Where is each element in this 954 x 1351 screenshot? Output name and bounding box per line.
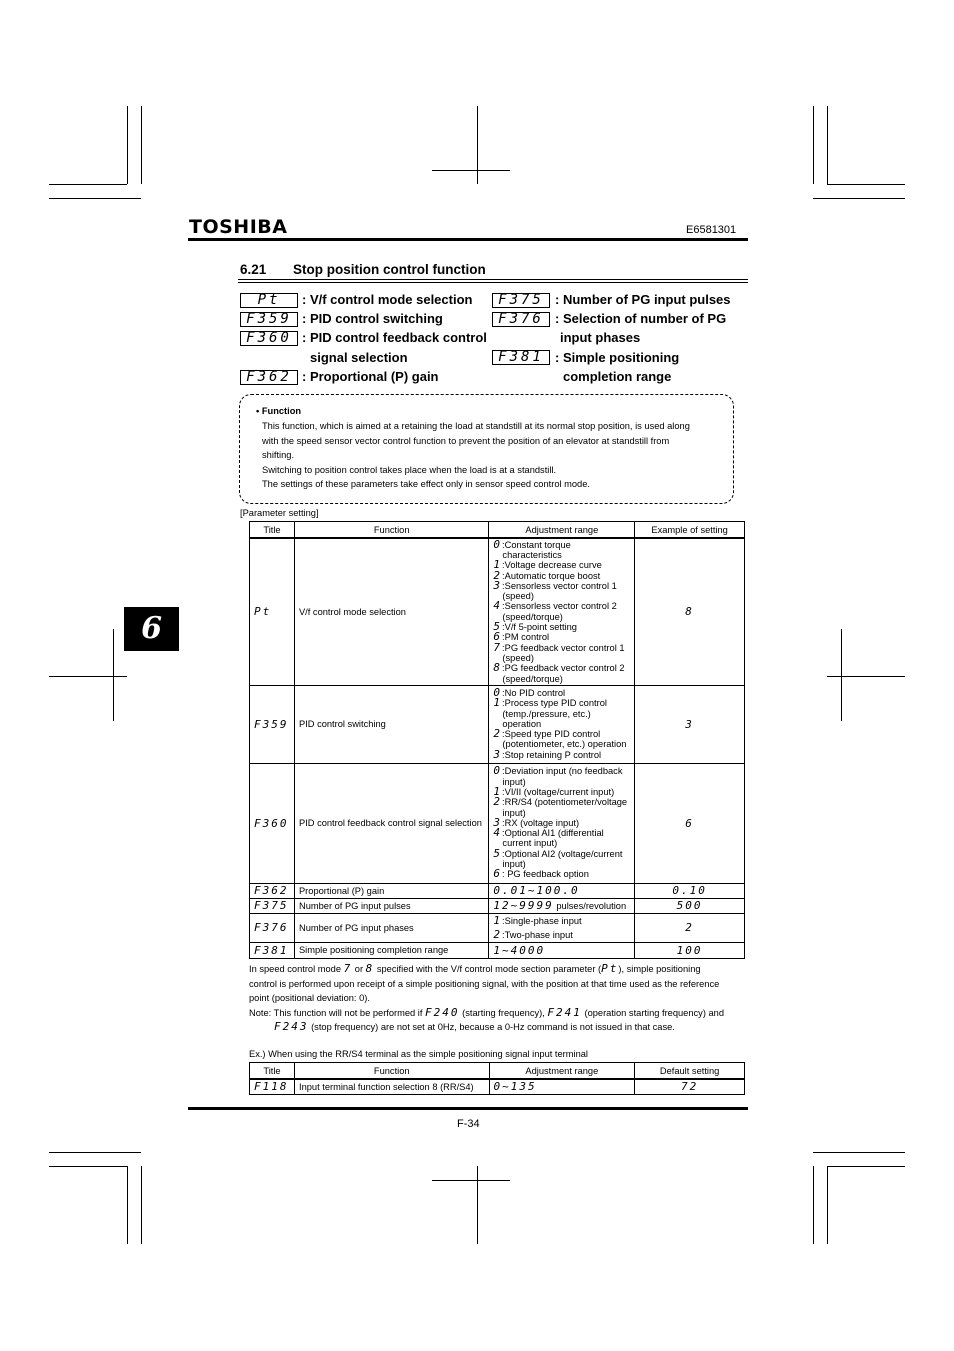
option-text: :No PID control <box>502 687 566 698</box>
option-text: :RR/S4 (potentiometer/voltage <box>502 797 628 808</box>
option-text: :Automatic torque boost <box>502 570 601 581</box>
option-text: (speed) <box>502 652 534 663</box>
cell-range <box>489 763 635 883</box>
param-code: F375 <box>492 293 550 308</box>
section-title: Stop position control function <box>293 262 486 277</box>
cell-title: Pt <box>250 538 295 685</box>
header-rule <box>188 238 748 241</box>
range-option <box>493 719 630 729</box>
param-label: signal selection <box>310 350 408 365</box>
range-option <box>493 859 630 869</box>
param-label: : Number of PG input pulses <box>555 292 731 307</box>
option-code: 2 <box>493 927 503 941</box>
option-text: (potentiometer, etc.) operation <box>502 739 627 750</box>
cell-range <box>489 942 635 958</box>
cell-example: 500 <box>635 898 745 913</box>
example-table <box>249 1062 745 1095</box>
range-option <box>493 698 630 708</box>
option-code: 7 <box>493 640 503 654</box>
cell-example: 6 <box>635 763 745 883</box>
example-caption: Ex.) When using the RR/S4 terminal as the simple positioning signal input terminal <box>249 1049 588 1059</box>
param-label: : PID control switching <box>302 311 443 326</box>
range-option <box>493 568 630 582</box>
param-code: F381 <box>492 350 550 365</box>
option-text: :Deviation input (no feedback <box>502 766 623 777</box>
option-code: 6 <box>493 867 503 881</box>
option-text: operation <box>502 718 542 729</box>
cell-function: Number of PG input phases <box>294 913 488 942</box>
option-text: :Sensorless vector control 2 <box>502 601 617 612</box>
range-option <box>493 578 630 592</box>
param-code: F359 <box>240 312 298 327</box>
param-label: : V/f control mode selection <box>302 292 473 307</box>
note-line: Note: This function will not be performed if F240 (starting frequency), F241 (operation starting frequency) and <box>249 1005 725 1019</box>
range-option <box>493 747 630 761</box>
range-option <box>493 838 630 848</box>
option-text: :Optional AI1 (differential <box>502 828 604 839</box>
function-text: Switching to position control takes place when the load is at a standstill. <box>262 464 557 475</box>
option-code: 1 <box>493 784 503 798</box>
option-text: :Speed type PID control <box>502 729 601 740</box>
option-text: :PG feedback vector control 1 <box>502 642 625 653</box>
table-row <box>250 913 745 942</box>
range-option <box>493 550 630 560</box>
cell-title: F381 <box>250 942 295 958</box>
option-text: :Two-phase input <box>502 929 573 940</box>
cell-title: F362 <box>250 883 295 898</box>
table-row <box>250 1079 745 1094</box>
chapter-number: 6 <box>141 611 162 646</box>
option-code: 1 <box>493 558 503 572</box>
option-code: 3 <box>493 578 503 592</box>
option-code: 5 <box>493 620 503 634</box>
option-text: :RX (voltage input) <box>502 817 580 828</box>
option-text: input) <box>502 859 526 870</box>
param-code: F376 <box>492 312 550 327</box>
page-number: F-34 <box>457 1118 480 1130</box>
cell-title: F376 <box>250 913 295 942</box>
range-option <box>493 663 630 673</box>
table-row <box>250 898 745 913</box>
option-text: :PG feedback vector control 2 <box>502 663 625 674</box>
section-number: 6.21 <box>240 262 267 277</box>
function-text: shifting. <box>262 450 295 460</box>
cell-function: V/f control mode selection <box>294 538 488 685</box>
cell-range <box>489 913 635 942</box>
param-code: F362 <box>240 370 298 385</box>
option-text: :Single-phase input <box>502 915 582 926</box>
option-text: :Stop retaining P control <box>502 749 602 760</box>
param-label: : Selection of number of PG <box>555 311 727 326</box>
note-line: In speed control mode 7 or 8 specified with the V/f control mode section parameter (Pt), simple positioning <box>249 962 701 975</box>
cell-title: F375 <box>250 898 295 913</box>
parameter-setting-label: [Parameter setting] <box>240 508 319 518</box>
option-text: input) <box>502 807 526 818</box>
cell-range <box>489 538 635 685</box>
option-text: :PM control <box>502 632 550 643</box>
option-text: (speed/torque) <box>502 611 563 622</box>
header-example: Example of setting <box>635 522 745 539</box>
header-range: Adjustment range <box>489 522 635 539</box>
note-line: control is performed upon receipt of a simple positioning signal, with the position at that time used as the reference <box>249 978 720 989</box>
document-code: E6581301 <box>686 224 737 236</box>
cell-default: 72 <box>635 1079 745 1094</box>
function-heading: • Function <box>256 406 302 416</box>
param-label: completion range <box>563 369 672 384</box>
range-option <box>493 784 630 798</box>
param-label: : Simple positioning <box>555 350 680 365</box>
cell-range <box>489 898 635 913</box>
section-rule <box>238 279 748 280</box>
range-option <box>493 601 630 611</box>
option-code: 2 <box>493 727 503 741</box>
option-text: (speed) <box>502 591 534 602</box>
option-code: 0 <box>493 764 503 778</box>
param-code: F360 <box>240 331 298 346</box>
range-option <box>493 808 630 818</box>
param-label: : PID control feedback control <box>302 330 487 345</box>
option-code: 0 <box>493 537 503 551</box>
cell-example: 3 <box>635 685 745 763</box>
option-text: :Voltage decrease curve <box>502 560 602 571</box>
option-text: :VI/II (voltage/current input) <box>502 786 615 797</box>
range-option <box>493 729 630 739</box>
cell-range <box>489 883 635 898</box>
range-option <box>493 739 630 749</box>
option-code: 1 <box>493 696 503 710</box>
option-text: :Process type PID control <box>502 698 607 709</box>
range-option <box>493 928 630 942</box>
range-option <box>493 846 630 860</box>
cell-function: Input terminal function selection 8 (RR/S4) <box>294 1079 489 1094</box>
cell-function: PID control switching <box>294 685 488 763</box>
range-option <box>493 869 630 879</box>
notes <box>249 962 749 1035</box>
range-option <box>493 815 630 829</box>
option-text: :V/f 5-point setting <box>502 622 577 633</box>
option-code: 8 <box>493 661 503 675</box>
header-range: Adjustment range <box>489 1063 635 1080</box>
option-code: 6 <box>493 630 503 644</box>
option-text: :Optional AI2 (voltage/current <box>502 848 623 859</box>
cell-title: F360 <box>250 763 295 883</box>
chapter-tab <box>124 607 179 651</box>
cell-range: 0~135 <box>489 1079 635 1094</box>
function-text: The settings of these parameters take effect only in sensor speed control mode. <box>262 479 590 489</box>
range-option <box>493 674 630 684</box>
cell-title: F118 <box>250 1079 295 1094</box>
parameter-table <box>249 521 745 959</box>
option-text: (temp./pressure, etc.) <box>502 708 591 719</box>
option-text: : PG feedback option <box>502 869 589 880</box>
cell-example: 100 <box>635 942 745 958</box>
cell-function: Proportional (P) gain <box>294 883 488 898</box>
option-code: 4 <box>493 599 503 613</box>
cell-function: Number of PG input pulses <box>294 898 488 913</box>
range-option <box>493 612 630 622</box>
range-option <box>493 560 630 570</box>
range-option <box>493 828 630 838</box>
option-text: :Constant torque <box>502 539 571 550</box>
table-row <box>250 685 745 763</box>
range-option <box>493 537 630 551</box>
option-code: 2 <box>493 795 503 809</box>
range-option <box>493 591 630 601</box>
option-text: characteristics <box>502 549 562 560</box>
param-code: Pt <box>240 293 298 308</box>
range-option <box>493 685 630 699</box>
table-row <box>250 883 745 898</box>
option-text: (speed/torque) <box>502 673 563 684</box>
option-code: 3 <box>493 747 503 761</box>
range-option <box>493 777 630 787</box>
table-row <box>250 942 745 958</box>
range-option <box>493 709 630 719</box>
cell-example: 0.10 <box>635 883 745 898</box>
range-unit: pulses/revolution <box>553 901 627 911</box>
range-option <box>493 622 630 632</box>
function-box <box>239 394 734 504</box>
header-title: Title <box>250 1063 295 1080</box>
param-label: : Proportional (P) gain <box>302 369 439 384</box>
cell-function: Simple positioning completion range <box>294 942 488 958</box>
header-default: Default setting <box>635 1063 745 1080</box>
note-line: F243 (stop frequency) are not set at 0Hz, because a 0-Hz command is not issued in that case. <box>274 1020 675 1033</box>
range-option <box>493 766 630 776</box>
note-line: point (positional deviation: 0). <box>249 993 370 1003</box>
function-text: with the speed sensor vector control function to prevent the position of an elevator at standstill from <box>262 435 670 446</box>
option-code: 3 <box>493 815 503 829</box>
header-title: Title <box>250 522 295 539</box>
brand-logo: TOSHIBA <box>189 216 288 238</box>
option-code: 5 <box>493 846 503 860</box>
range-option <box>493 640 630 654</box>
cell-title: F359 <box>250 685 295 763</box>
range-option <box>493 914 630 928</box>
option-text: input) <box>502 776 526 787</box>
cell-range <box>489 685 635 763</box>
option-code: 4 <box>493 826 503 840</box>
range-option <box>493 632 630 642</box>
option-code: 2 <box>493 568 503 582</box>
option-code: 1 <box>493 913 503 927</box>
function-text: This function, which is aimed at a retaining the load at standstill at its normal stop position, is used along <box>262 421 690 431</box>
option-code: 0 <box>493 685 503 699</box>
footer-rule <box>188 1107 748 1110</box>
range-option <box>493 797 630 807</box>
header-function: Function <box>294 1063 489 1080</box>
range-value: 1~4000 <box>493 943 546 957</box>
cell-example: 2 <box>635 913 745 942</box>
param-label: input phases <box>560 330 641 345</box>
table-row <box>250 763 745 883</box>
table-header-row <box>250 1063 745 1080</box>
range-value: 12~9999 <box>493 899 554 912</box>
option-text: :Sensorless vector control 1 <box>502 580 617 591</box>
table-row <box>250 538 745 685</box>
option-text: current input) <box>502 838 558 849</box>
cell-example: 8 <box>635 538 745 685</box>
range-option <box>493 653 630 663</box>
table-header-row <box>250 522 745 539</box>
header-function: Function <box>294 522 488 539</box>
cell-function: PID control feedback control signal selection <box>294 763 488 883</box>
range-value: 0.01~100.0 <box>493 884 580 897</box>
